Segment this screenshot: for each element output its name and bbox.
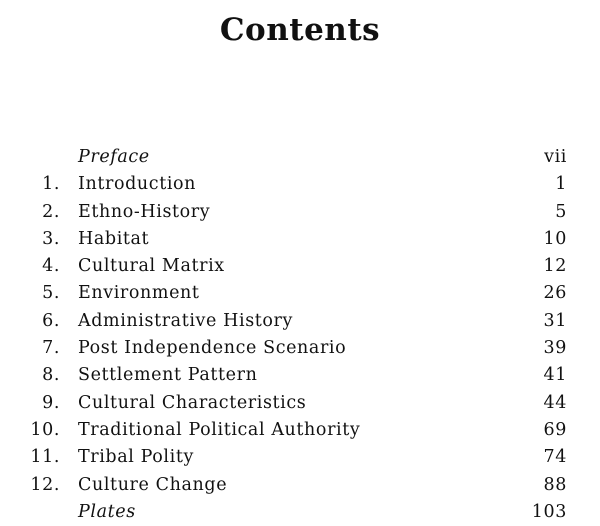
toc-entry-title: Cultural Characteristics <box>78 392 307 413</box>
toc-entry-number: 9. <box>42 392 60 413</box>
toc-entry-page: 26 <box>543 283 567 304</box>
toc-entry-title: Post Independence Scenario <box>78 338 347 359</box>
toc-entry-page: 31 <box>543 310 567 331</box>
toc-entry-number: 12. <box>30 474 60 495</box>
toc-entry-number: 5. <box>42 283 60 304</box>
toc-entry-number: 4. <box>42 256 60 277</box>
toc-entry-page: 74 <box>543 447 567 468</box>
toc-entry <box>0 226 600 253</box>
toc-entry-title: Introduction <box>78 174 197 195</box>
page-title: Contents <box>219 12 381 48</box>
toc-entry <box>0 253 600 280</box>
toc-entry-title: Ethno-History <box>78 201 211 222</box>
toc-entry <box>0 417 600 444</box>
toc-entry <box>0 444 600 471</box>
toc-entry-title: Traditional Political Authority <box>78 419 361 440</box>
toc-entry-page: 41 <box>543 365 567 386</box>
toc-entry <box>0 199 600 226</box>
toc-entry-page: 5 <box>555 201 567 222</box>
toc-entry-number: 8. <box>42 365 60 386</box>
toc-entry-title: Culture Change <box>78 474 228 495</box>
toc-entry-number: 1. <box>42 174 60 195</box>
toc-entry-number: 6. <box>42 310 60 331</box>
toc-entry-page: 10 <box>543 228 567 249</box>
toc-entry-preface <box>0 144 600 171</box>
toc-entry-number: 11. <box>30 447 60 468</box>
toc-entry <box>0 390 600 417</box>
toc-entry-page: vii <box>544 147 567 167</box>
toc-entry <box>0 335 600 362</box>
toc-entry-page: 1 <box>555 174 567 195</box>
toc-entry <box>0 280 600 307</box>
toc-entry <box>0 171 600 198</box>
toc-entry-title: Administrative History <box>78 310 294 331</box>
toc-entry-number: 3. <box>42 228 60 249</box>
toc-entry-page: 12 <box>543 256 567 277</box>
toc-entry-title: Habitat <box>78 228 150 249</box>
toc-entry-page: 69 <box>543 419 567 440</box>
toc-entry-page: 44 <box>543 392 567 413</box>
toc-entry-title: Preface <box>78 147 150 167</box>
toc-entry <box>0 308 600 335</box>
toc-entry-title: Environment <box>78 283 200 304</box>
toc-entry-page: 103 <box>531 501 567 522</box>
toc-entry-title: Plates <box>78 501 136 522</box>
table-of-contents <box>0 144 600 526</box>
toc-entry-plates <box>0 499 600 526</box>
toc-entry <box>0 472 600 499</box>
toc-entry-title: Cultural Matrix <box>78 256 225 277</box>
toc-entry-title: Tribal Polity <box>78 447 194 468</box>
toc-entry-number: 2. <box>42 201 60 222</box>
toc-entry-number: 10. <box>30 419 60 440</box>
toc-entry-number: 7. <box>42 338 60 359</box>
toc-entry-page: 88 <box>543 474 567 495</box>
toc-entry <box>0 362 600 389</box>
toc-entry-page: 39 <box>543 338 567 359</box>
toc-entry-title: Settlement Pattern <box>78 365 258 386</box>
